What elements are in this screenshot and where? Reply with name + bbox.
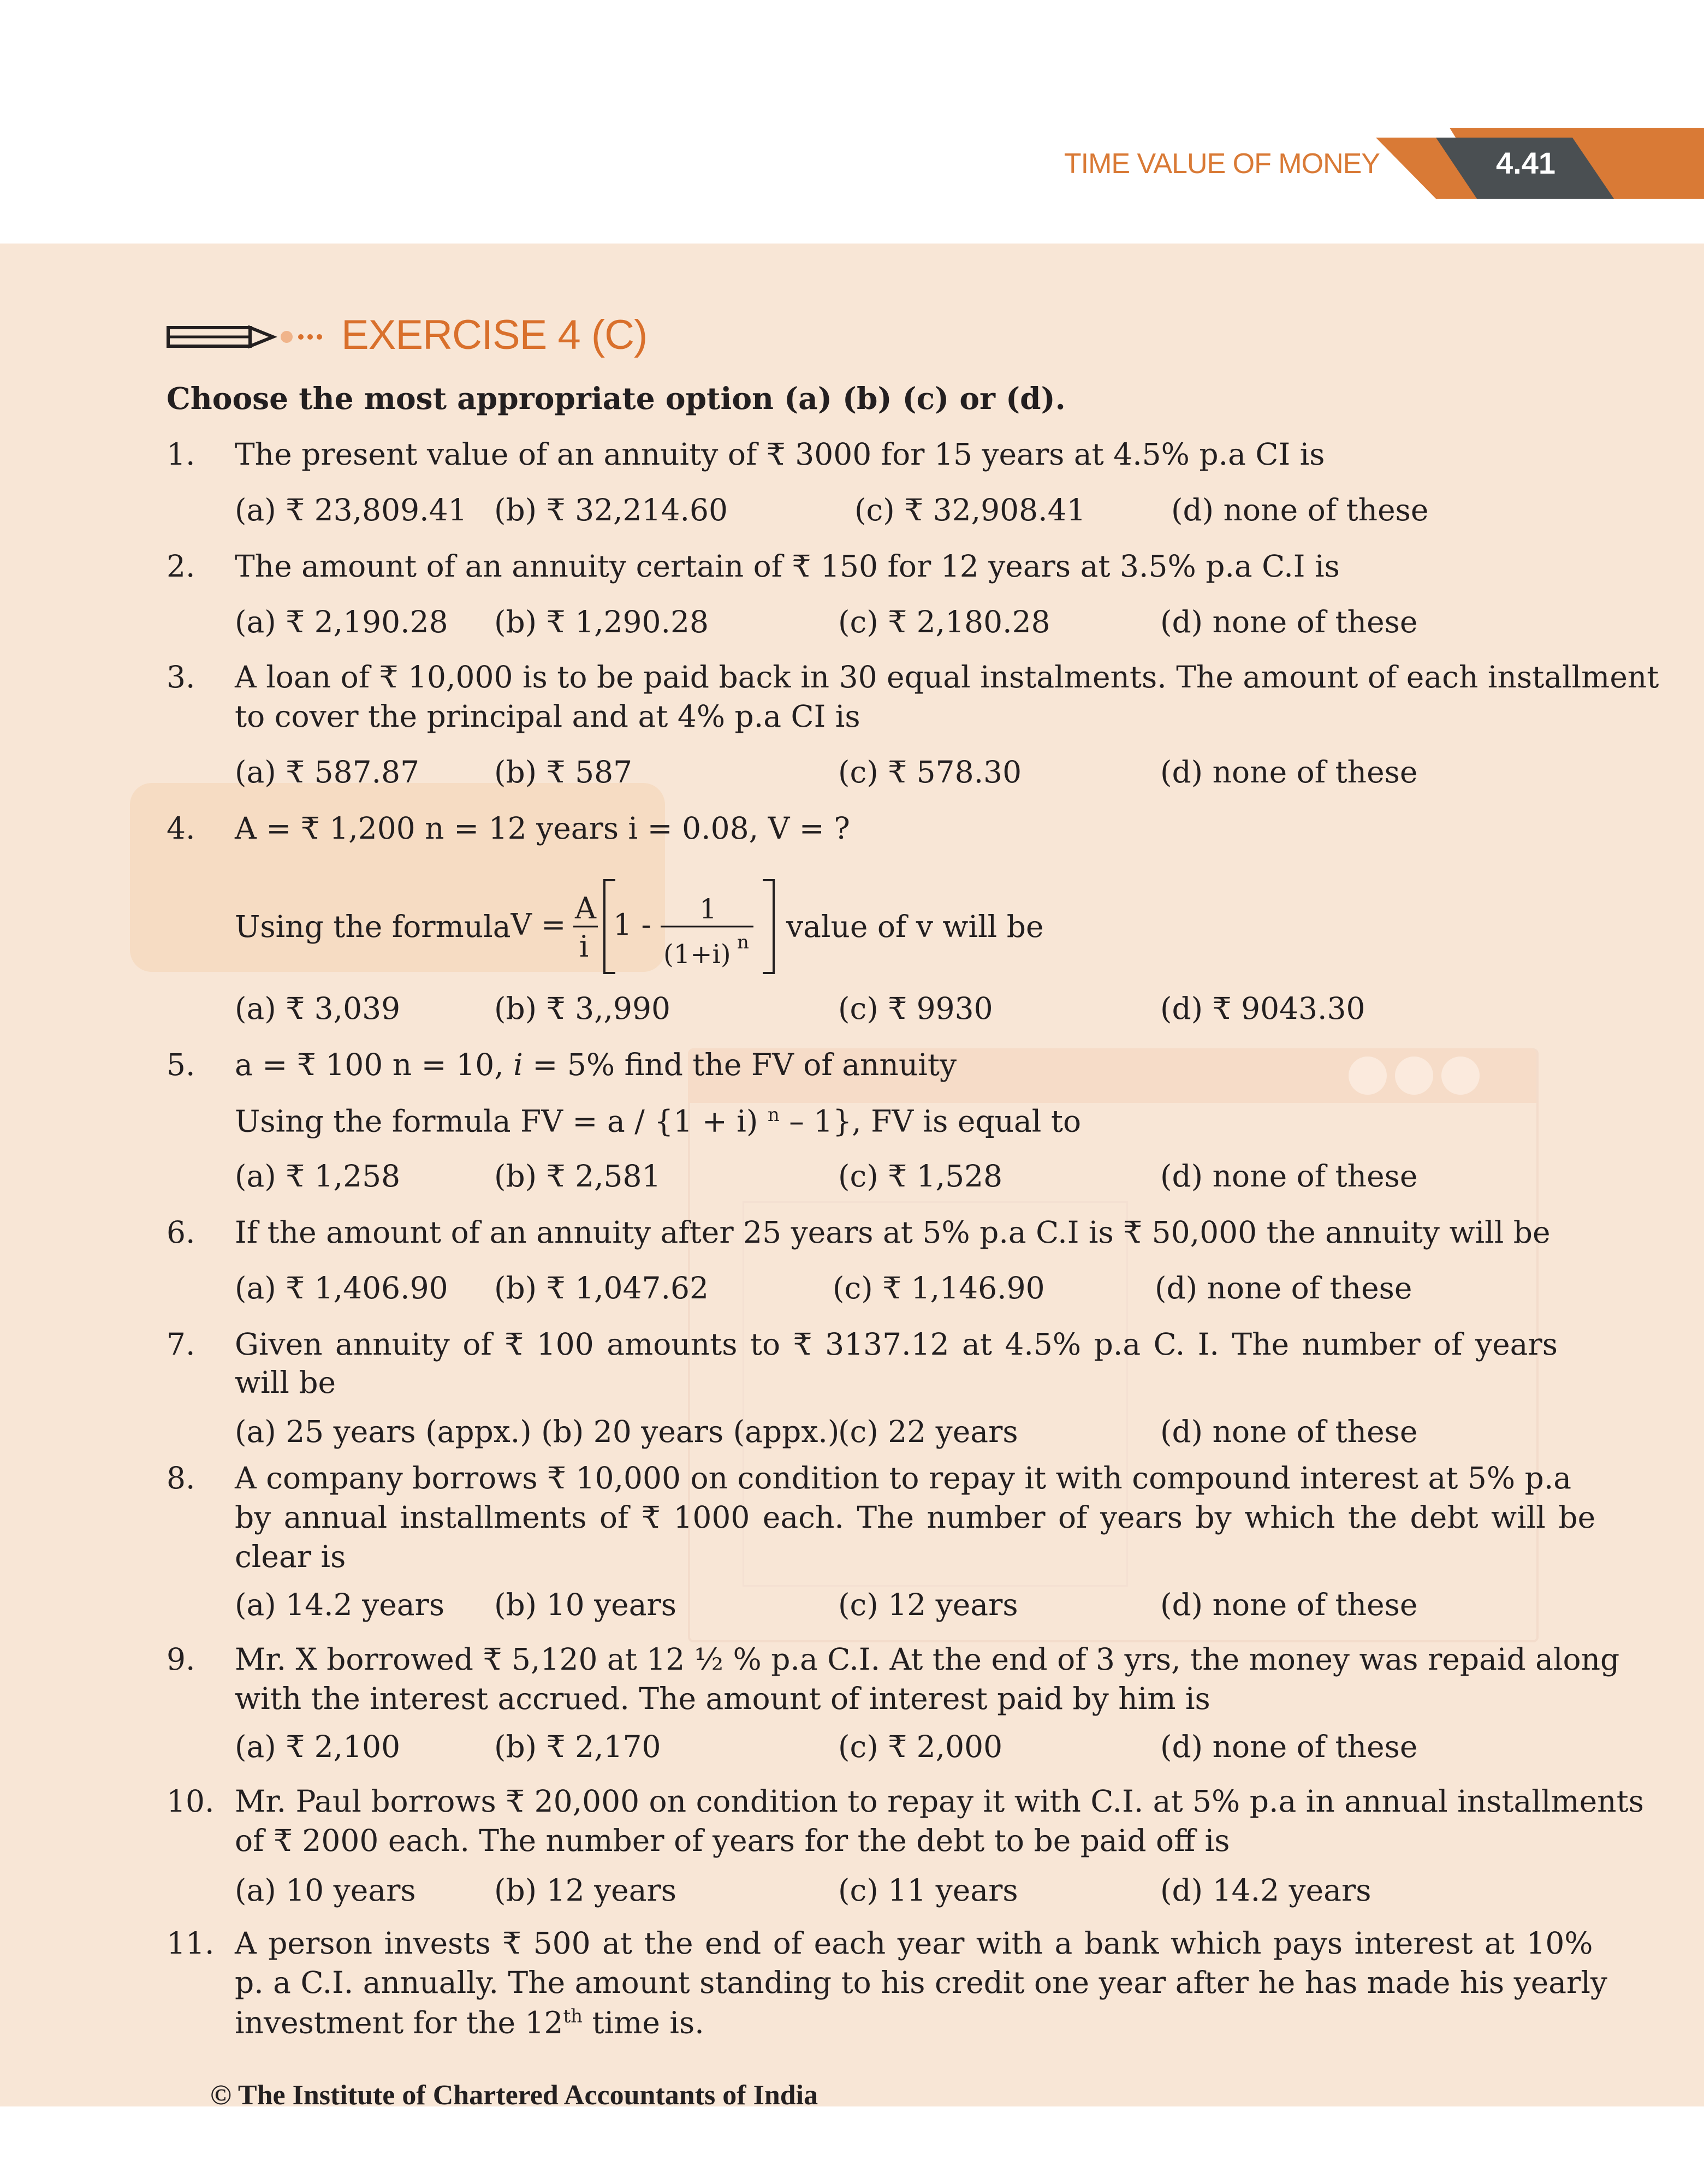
question-text: A = ₹ 1,200 n = 12 years i = 0.08, V = ? — [235, 811, 850, 846]
option-c: (c) ₹ 32,908.41 — [854, 492, 1086, 527]
option-b: (b) ₹ 1,290.28 — [494, 604, 709, 639]
question-text: Using the formula FV = a / {1 + i) $^n$ – 1}, FV is equal to — [235, 1103, 1082, 1139]
question-text: with the interest accrued. The amount of interest paid by him is — [235, 1681, 1210, 1716]
question-text: to cover the principal and at 4% p.a CI is — [235, 699, 860, 734]
question-number: 6. — [167, 1215, 195, 1250]
formula-inner-numerator: 1 — [699, 893, 717, 925]
option-c: (c) ₹ 2,180.28 — [838, 604, 1050, 639]
question-text: Given annuity of ₹ 100 amounts to ₹ 3137.12 at 4.5% p.a C. I. The number of years — [235, 1327, 1558, 1362]
option-c: (c) 12 years — [838, 1587, 1018, 1622]
question-number: 4. — [167, 811, 195, 846]
question-number: 3. — [167, 660, 195, 695]
formula-label: Using the formula — [235, 909, 511, 944]
question-number: 11. — [167, 1926, 215, 1961]
option-c: (c) ₹ 578.30 — [838, 755, 1022, 790]
option-a: (a) ₹ 3,039 — [235, 991, 401, 1026]
option-a: (a) ₹ 1,406.90 — [235, 1271, 448, 1305]
option-d: (d) none of these — [1160, 1159, 1418, 1194]
option-c: (c) ₹ 9930 — [838, 991, 993, 1026]
option-b: (b) 12 years — [494, 1873, 677, 1908]
decorative-dot — [1441, 1057, 1480, 1095]
copyright-footer: © The Institute of Chartered Accountants of India — [210, 2080, 818, 2111]
question-text: a = ₹ 100 n = 10, i = 5% find the FV of annuity — [235, 1047, 957, 1082]
option-d: (d) none of these — [1160, 1587, 1418, 1622]
question-text: by annual installments of ₹ 1000 each. The number of years by which the debt will be — [235, 1500, 1596, 1535]
option-b: (b) 10 years — [494, 1587, 677, 1622]
option-c: (c) ₹ 1,528 — [838, 1159, 1003, 1194]
option-b: (b) ₹ 1,047.62 — [494, 1271, 709, 1305]
formula-lhs: V = — [510, 907, 566, 942]
option-a: (a) ₹ 2,100 — [235, 1729, 401, 1764]
option-d: (d) none of these — [1171, 492, 1429, 527]
option-b: (b) ₹ 3,,990 — [494, 991, 671, 1026]
question-text: will be — [235, 1365, 336, 1400]
option-c: (c) 22 years — [838, 1414, 1018, 1449]
pencil-icon — [167, 322, 325, 352]
question-number: 2. — [167, 549, 195, 584]
formula-exponent: n — [737, 931, 749, 953]
question-text: A company borrows ₹ 10,000 on condition to repay it with compound interest at 5% p.a — [235, 1461, 1572, 1495]
option-c: (c) ₹ 2,000 — [838, 1729, 1003, 1764]
question-text: p. a C.I. annually. The amount standing to his credit one year after he has made his yearly — [235, 1965, 1607, 2000]
option-b: (b) ₹ 587 — [494, 755, 633, 790]
annuity-pv-formula — [510, 875, 783, 978]
option-d: (d) none of these — [1160, 604, 1418, 639]
option-d: (d) 14.2 years — [1160, 1873, 1371, 1908]
option-b: (b) ₹ 2,170 — [494, 1729, 661, 1764]
question-text: Mr. Paul borrows ₹ 20,000 on condition to repay it with C.I. at 5% p.a in annual installments — [235, 1784, 1644, 1819]
question-number: 8. — [167, 1461, 195, 1495]
decorative-dot — [1349, 1057, 1387, 1095]
question-number: 7. — [167, 1327, 195, 1362]
chapter-title: TIME VALUE OF MONEY — [1064, 148, 1380, 180]
question-text: A person invests ₹ 500 at the end of each year with a bank which pays interest at 10% — [235, 1926, 1593, 1961]
option-a: (a) ₹ 2,190.28 — [235, 604, 448, 639]
exercise-title: EXERCISE 4 (C) — [341, 312, 648, 358]
formula-trailing-text: value of v will be — [786, 909, 1044, 944]
question-number: 10. — [167, 1784, 215, 1819]
option-a-b: (a) 25 years (appx.) (b) 20 years (appx.) — [235, 1414, 840, 1449]
question-text: A loan of ₹ 10,000 is to be paid back in 30 equal instalments. The amount of each installment — [235, 660, 1659, 695]
option-b: (b) ₹ 32,214.60 — [494, 492, 728, 527]
option-c: (c) ₹ 1,146.90 — [833, 1271, 1045, 1305]
option-b: (b) ₹ 2,581 — [494, 1159, 661, 1194]
option-a: (a) ₹ 23,809.41 — [235, 492, 467, 527]
question-text: The present value of an annuity of ₹ 3000 for 15 years at 4.5% p.a CI is — [235, 437, 1325, 472]
question-text: The amount of an annuity certain of ₹ 150 for 12 years at 3.5% p.a C.I is — [235, 549, 1340, 584]
option-c: (c) 11 years — [838, 1873, 1018, 1908]
option-d: (d) none of these — [1155, 1271, 1412, 1305]
formula-inner-denominator: (1+i) — [663, 939, 731, 970]
option-d: (d) none of these — [1160, 1414, 1418, 1449]
question-text: investment for the 12th time is. — [235, 2005, 704, 2040]
question-text: of ₹ 2000 each. The number of years for the debt to be paid off is — [235, 1823, 1230, 1858]
formula-one-minus: 1 - — [613, 907, 651, 942]
option-d: (d) ₹ 9043.30 — [1160, 991, 1365, 1026]
option-a: (a) ₹ 1,258 — [235, 1159, 401, 1194]
instruction: Choose the most appropriate option (a) (b) (c) or (d). — [167, 381, 1066, 416]
decorative-dot — [1395, 1057, 1433, 1095]
page-number: 4.41 — [1496, 146, 1555, 180]
formula-numerator: A — [575, 891, 596, 925]
question-text: clear is — [235, 1539, 346, 1574]
question-number: 9. — [167, 1642, 195, 1677]
question-number: 1. — [167, 437, 195, 472]
option-a: (a) 14.2 years — [235, 1587, 445, 1622]
formula-denominator: i — [579, 929, 589, 964]
option-d: (d) none of these — [1160, 1729, 1418, 1764]
question-text: Mr. X borrowed ₹ 5,120 at 12 ½ % p.a C.I. At the end of 3 yrs, the money was repaid along — [235, 1642, 1620, 1677]
question-number: 5. — [167, 1047, 195, 1082]
option-a: (a) ₹ 587.87 — [235, 755, 420, 790]
question-text: If the amount of an annuity after 25 years at 5% p.a C.I is ₹ 50,000 the annuity will be — [235, 1215, 1551, 1250]
option-a: (a) 10 years — [235, 1873, 416, 1908]
option-d: (d) none of these — [1160, 755, 1418, 790]
